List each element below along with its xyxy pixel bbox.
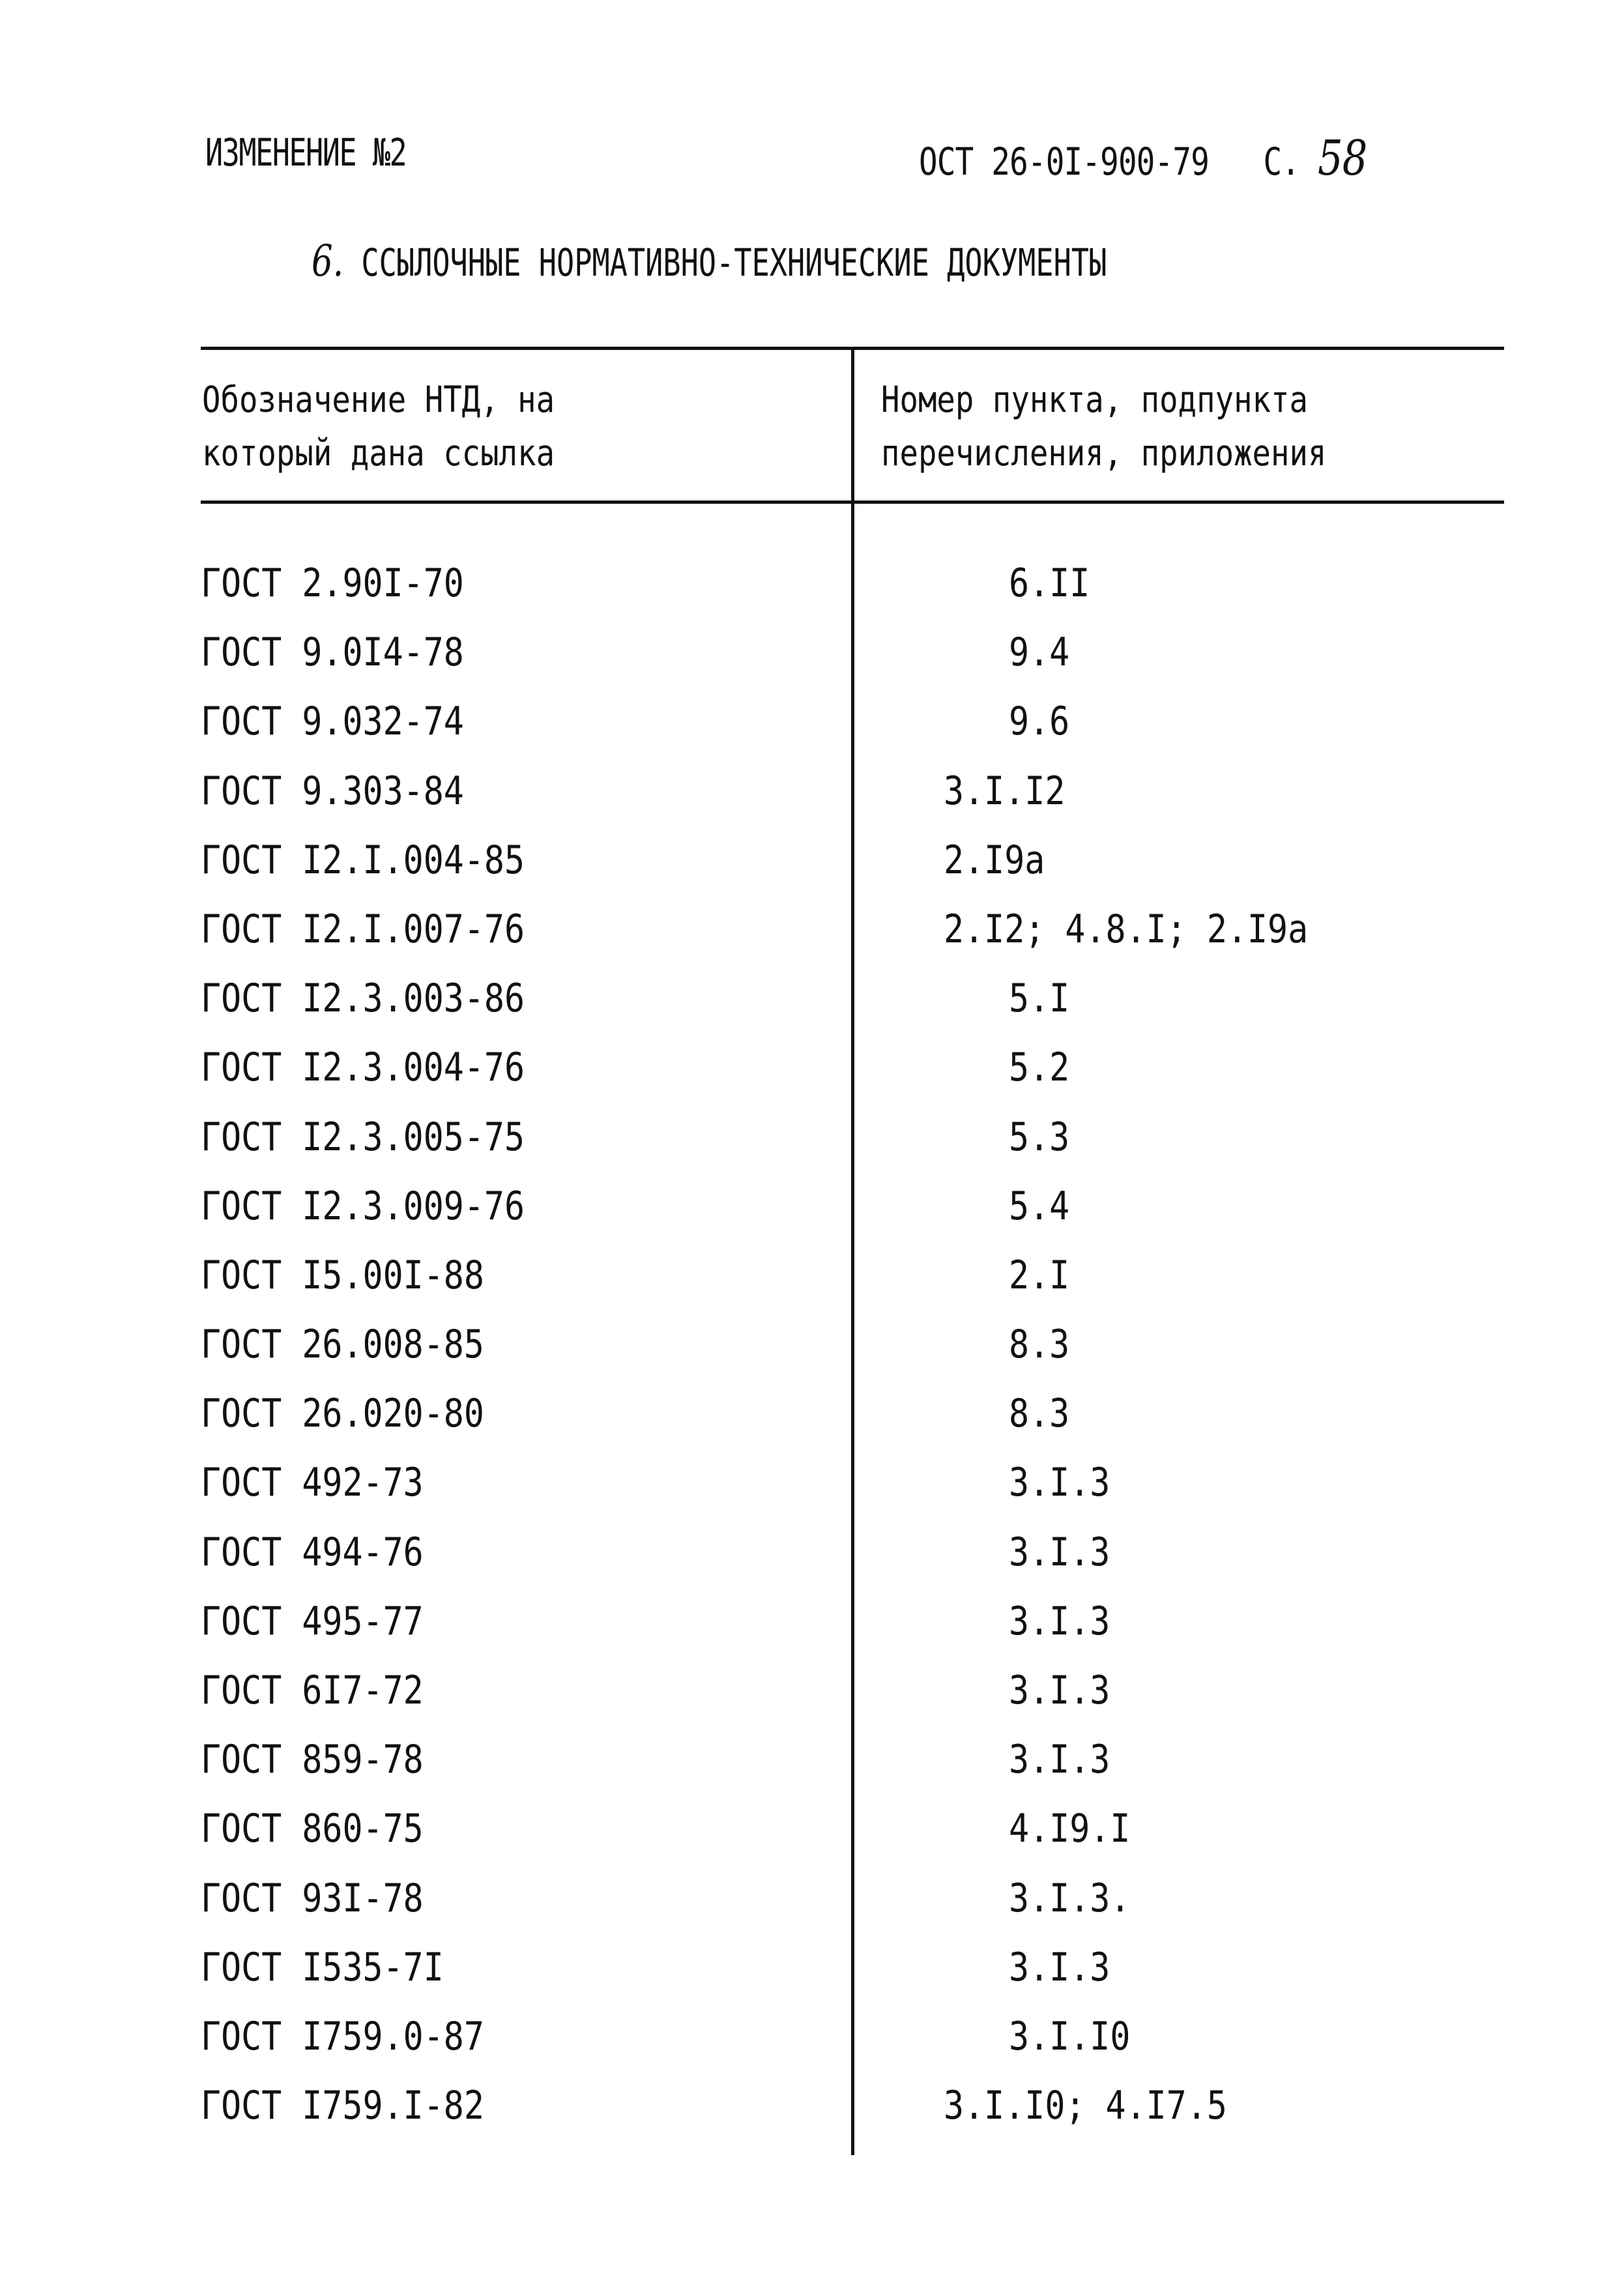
clause-reference: 3.I.3 — [1009, 1737, 1110, 1783]
table-row — [0, 1041, 1624, 1110]
table-row — [0, 765, 1624, 834]
ntd-designation: ГОСТ 492-73 — [201, 1460, 424, 1506]
column-header-ntd-line2: который дана ссылка — [202, 432, 555, 474]
ntd-designation: ГОСТ 9.0I4-78 — [201, 630, 464, 676]
table-row — [0, 626, 1624, 695]
ntd-designation: ГОСТ 859-78 — [201, 1737, 424, 1783]
ntd-designation: ГОСТ I2.I.004-85 — [201, 837, 525, 883]
clause-reference: 3.I.I2 — [944, 768, 1066, 814]
clause-reference: 8.3 — [1009, 1322, 1070, 1368]
table-row — [0, 695, 1624, 764]
clause-reference: 2.I2; 4.8.I; 2.I9а — [944, 906, 1309, 952]
column-header-ntd-line1: Обозначение НТД, на — [202, 379, 555, 420]
table-row — [0, 1318, 1624, 1387]
clause-reference: 5.2 — [1009, 1045, 1070, 1091]
clause-reference: 2.I — [1009, 1252, 1070, 1298]
table-row — [0, 1872, 1624, 1941]
clause-reference: 3.I.3. — [1009, 1875, 1131, 1921]
ntd-designation: ГОСТ I535-7I — [201, 1944, 444, 1990]
table-row — [0, 1734, 1624, 1803]
clause-reference: 2.I9а — [944, 837, 1045, 883]
table-row — [0, 972, 1624, 1041]
table-row — [0, 1941, 1624, 2010]
clause-reference: 4.I9.I — [1009, 1806, 1131, 1852]
table-row — [0, 1457, 1624, 1526]
clause-reference: 3.I.I0; 4.I7.5 — [944, 2083, 1227, 2129]
table-row — [0, 1664, 1624, 1734]
clause-reference: 8.3 — [1009, 1391, 1070, 1437]
ntd-designation: ГОСТ I5.00I-88 — [201, 1252, 484, 1298]
clause-reference: 3.I.I0 — [1009, 2013, 1131, 2059]
table-row — [0, 1595, 1624, 1664]
ntd-designation: ГОСТ 6I7-72 — [201, 1668, 424, 1713]
column-header-ref — [881, 373, 1326, 480]
clause-reference: 5.3 — [1009, 1114, 1070, 1160]
ntd-designation: ГОСТ I2.3.005-75 — [201, 1114, 525, 1160]
reference-table-body — [0, 557, 1624, 2149]
ntd-designation: ГОСТ 9.032-74 — [201, 699, 464, 745]
doc-header — [919, 130, 1367, 186]
clause-reference: 3.I.3 — [1009, 1529, 1110, 1575]
change-label: ИЗМЕНЕНИЕ №2 — [205, 130, 407, 175]
table-row — [0, 834, 1624, 903]
table-row — [0, 1249, 1624, 1318]
section-number: 6. — [312, 236, 344, 286]
ntd-designation: ГОСТ I759.0-87 — [201, 2013, 484, 2059]
section-heading — [312, 236, 1107, 286]
table-row — [0, 1526, 1624, 1595]
column-header-ntd — [202, 373, 555, 480]
doc-code: ОСТ 26-0I-900-79 — [919, 139, 1210, 184]
clause-reference: 5.4 — [1009, 1183, 1070, 1229]
ntd-designation: ГОСТ 494-76 — [201, 1529, 424, 1575]
clause-reference: 3.I.3 — [1009, 1598, 1110, 1644]
clause-reference: 9.6 — [1009, 699, 1070, 745]
table-row — [0, 2080, 1624, 2149]
ntd-designation: ГОСТ 2.90I-70 — [201, 560, 464, 606]
table-row — [0, 1180, 1624, 1249]
ntd-designation: ГОСТ 26.020-80 — [201, 1391, 484, 1437]
ntd-designation: ГОСТ I2.3.009-76 — [201, 1183, 525, 1229]
ntd-designation: ГОСТ 93I-78 — [201, 1875, 424, 1921]
page-number: 58 — [1317, 130, 1367, 186]
ntd-designation: ГОСТ I759.I-82 — [201, 2083, 484, 2129]
ntd-designation: ГОСТ I2.3.004-76 — [201, 1045, 525, 1091]
ntd-designation: ГОСТ I2.I.007-76 — [201, 906, 525, 952]
clause-reference: 9.4 — [1009, 630, 1070, 676]
table-row — [0, 903, 1624, 972]
ntd-designation: ГОСТ 860-75 — [201, 1806, 424, 1852]
clause-reference: 3.I.3 — [1009, 1460, 1110, 1506]
table-row — [0, 1387, 1624, 1457]
column-header-ref-line2: перечисления, приложения — [881, 432, 1327, 474]
column-header-ref-line1: Номер пункта, подпункта — [881, 379, 1308, 420]
table-row — [0, 2010, 1624, 2080]
clause-reference: 3.I.3 — [1009, 1668, 1110, 1713]
ntd-designation: ГОСТ 26.008-85 — [201, 1322, 484, 1368]
section-title: ССЫЛОЧНЫЕ НОРМАТИВНО-ТЕХНИЧЕСКИЕ ДОКУМЕНТЫ — [361, 240, 1107, 285]
clause-reference: 6.II — [1009, 560, 1090, 606]
table-row — [0, 1111, 1624, 1180]
table-row — [0, 1803, 1624, 1872]
clause-reference: 3.I.3 — [1009, 1944, 1110, 1990]
table-row — [0, 557, 1624, 626]
ntd-designation: ГОСТ I2.3.003-86 — [201, 976, 525, 1022]
ntd-designation: ГОСТ 495-77 — [201, 1598, 424, 1644]
clause-reference: 5.I — [1009, 976, 1070, 1022]
ntd-designation: ГОСТ 9.303-84 — [201, 768, 464, 814]
page-prefix: С. — [1263, 139, 1300, 184]
